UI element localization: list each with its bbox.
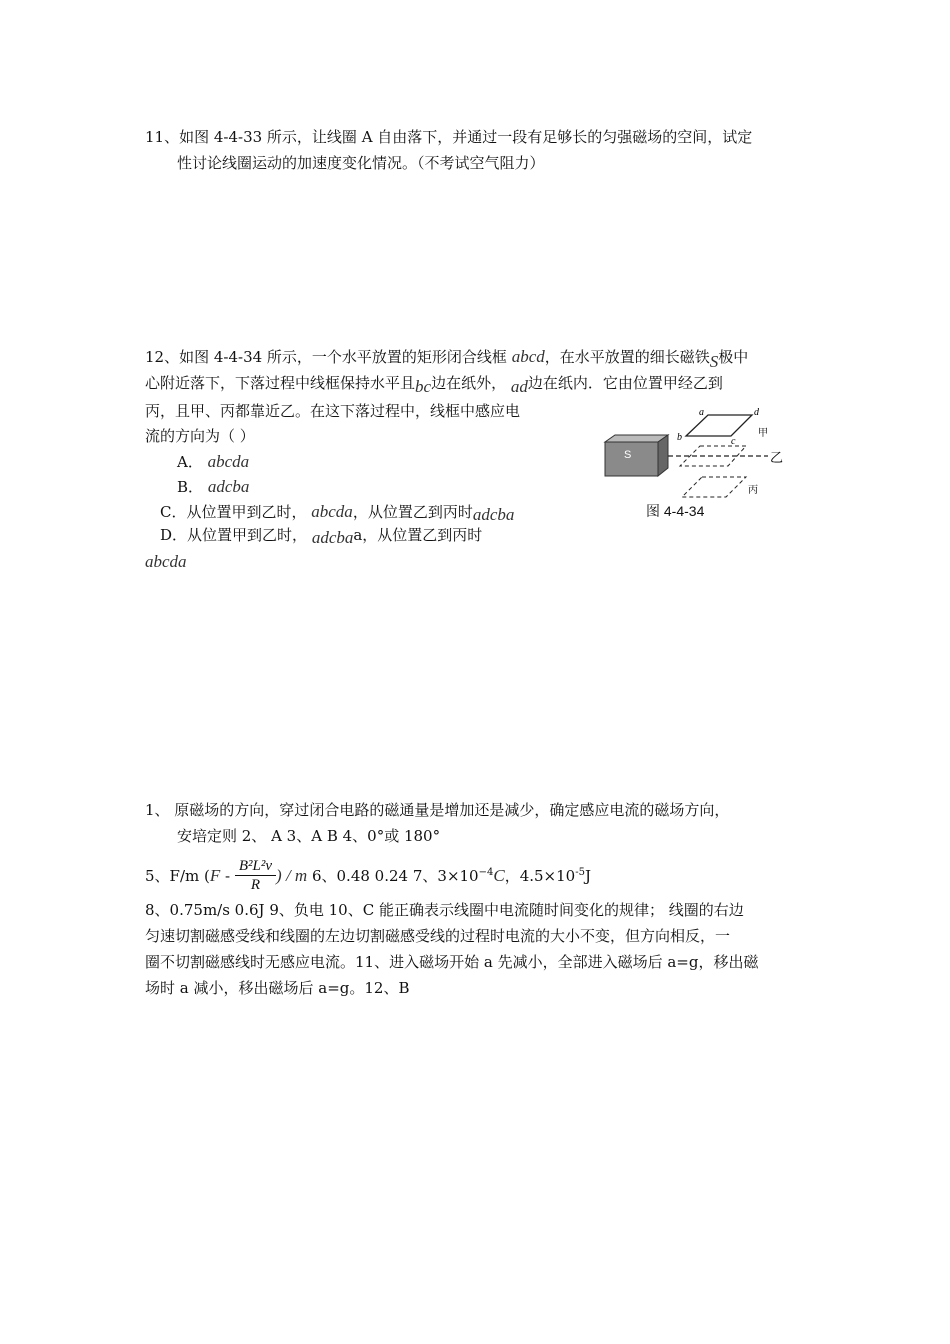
answer-line-10: 圈不切割磁感线时无感应电流。11、进入磁场开始 a 先减小，全部进入磁场后 a=g，移出磁 [145, 953, 759, 971]
magnet-front [605, 442, 658, 476]
answer-line-5: 5、F/m (F - $\frac{\text{B²L²v}}{R}$ ) / m 6、0.48 0.24 7、$3\times 10^{-4}C$，$4.5\times 10^{-5}J$ [145, 857, 591, 893]
math-ad: ad [510, 377, 528, 396]
q12-line2: 心附近落下，下落过程中线框保持水平且bc边在纸外， ad边在纸内．它由位置甲经乙到 [145, 374, 723, 396]
q12-line1: 12、如图 4-4-34 所示，一个水平放置的矩形闭合线框 abcd，在水平放置的细长磁铁S极中 [145, 347, 749, 371]
answer-line-8: 8、0.75m/s 0.6J 9、负电 10、C 能正确表示线圈中电流随时间变化的规律； 线圈的右边 [145, 901, 744, 919]
corner-c: c [731, 436, 736, 447]
option-d-continuation: abcda [145, 552, 187, 571]
math-bc: bc [415, 377, 432, 396]
magnet-s-label: S [624, 449, 632, 461]
pos-bing-label: 丙 [748, 485, 758, 496]
corner-a: a [699, 407, 704, 418]
pos-jia-label: 甲 [758, 428, 768, 439]
answer-line-11: 场时 a 减小，移出磁场后 a=g。12、B [145, 979, 410, 997]
answer-line-1: 1、 原磁场的方向，穿过闭合电路的磁通量是增加还是减少，确定感应电流的磁场方向， [145, 801, 730, 819]
magnet-side [658, 435, 668, 476]
q11-line2: 性讨论线圈运动的加速度变化情况。（不考试空气阻力） [177, 154, 545, 172]
corner-d: d [754, 407, 759, 418]
pos-yi-label: 乙 [770, 451, 784, 466]
answer-line-2: 安培定则 2、 A 3、A B 4、0°或 180° [177, 827, 441, 845]
option-c: C．从位置甲到乙时， abcda，从位置乙到丙时adcba [160, 502, 515, 524]
option-a: A． abcda [177, 452, 250, 471]
q12-line4: 流的方向为（ ） [145, 427, 255, 445]
q11-line1: 11、如图 4-4-33 所示，让线圈 A 自由落下，并通过一段有足够长的匀强磁场的空间，试定 [145, 128, 753, 146]
frame-bing [682, 477, 746, 497]
math-abcd: abcd [511, 347, 545, 366]
q12-line3: 丙，且甲、丙都靠近乙。在这下落过程中，线框中感应电 [145, 402, 521, 420]
option-b: B． adcba [177, 477, 250, 496]
fraction-b2l2v-over-r: $\frac{\text{B²L²v}}{R}$ [235, 857, 276, 894]
corner-b: b [677, 432, 682, 443]
math-S: S [709, 352, 719, 371]
option-d: D．从位置甲到乙时， adcbaa，从位置乙到丙时 [160, 526, 483, 547]
frame-jia [686, 415, 752, 436]
answer-line-9: 匀速切割磁感受线和线圈的左边切割磁感受线的过程时电流的大小不变，但方向相反，一 [145, 927, 731, 945]
figure-caption: 图 4-4-34 [646, 503, 705, 519]
magnet-top [605, 435, 668, 442]
